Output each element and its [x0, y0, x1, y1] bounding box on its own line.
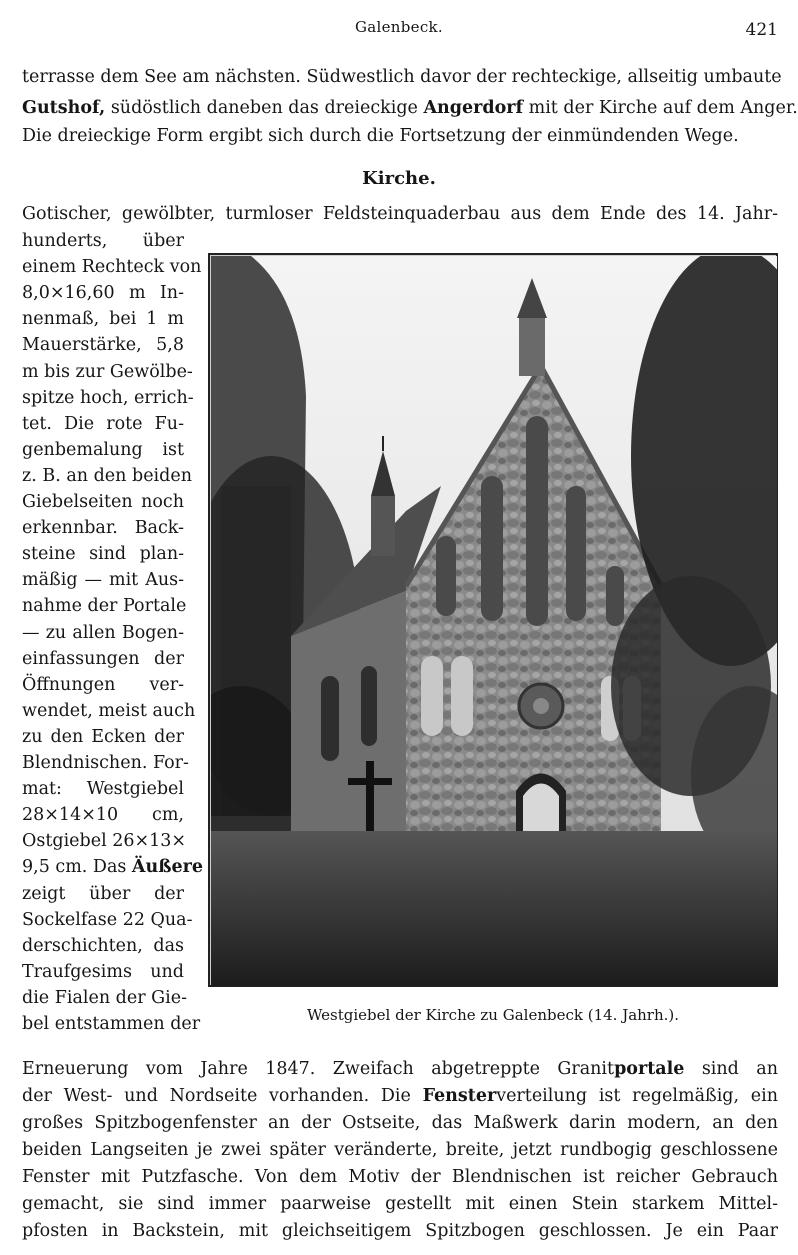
body-full-line-6: gemacht, sie sind immer paarweise gestellt mit einen Stein starkem Mittel-	[22, 1194, 778, 1214]
body-narrow-line: zu den Ecken der	[22, 726, 184, 747]
body-narrow-line: 8,0×16,60 m In-	[22, 283, 184, 304]
body-narrow-line: Blendnischen. For-	[22, 753, 189, 773]
body-narrow-line: einem Rechteck von	[22, 257, 202, 278]
intro-line-3: Die dreieckige Form ergibt sich durch die Fortsetzung der einmündenden Wege.	[22, 126, 739, 146]
page-number: 421	[745, 20, 778, 40]
body-narrow-line: erkennbar. Back-	[22, 518, 184, 539]
intro-line-2: Gutshof, südöstlich daneben das dreieckige Angerdorf mit der Kirche auf dem Anger.	[22, 98, 798, 118]
churchyard-ground	[211, 831, 777, 986]
body-narrow-line: Mauerstärke, 5,8	[22, 335, 184, 356]
body-narrow-line: Giebelseiten noch	[22, 492, 184, 512]
body-narrow-line: z. B. an den beiden	[22, 465, 192, 486]
body-full-line-3: großes Spitzbogenfenster an der Ostseite, das Maßwerk darin modern, an den	[22, 1113, 778, 1133]
body-full-line-5: Fenster mit Putzfasche. Von dem Motiv der Blendnischen ist reicher Gebrauch	[22, 1167, 778, 1187]
body-narrow-line: — zu allen Bogen-	[22, 622, 184, 643]
body-narrow-line: hunderts, über	[22, 231, 184, 251]
term-angerdorf: Angerdorf	[423, 98, 524, 118]
body-full-line-4: beiden Langseiten je zwei später veränderte, breite, jetzt rundbogig geschlossene	[22, 1140, 778, 1160]
body-narrow-line: mat: Westgiebel	[22, 779, 184, 800]
body-narrow-line: m bis zur Gewölbe-	[22, 361, 193, 382]
body-narrow-line: genbemalung ist	[22, 439, 184, 460]
body-narrow-line: nenmaß, bei 1 m	[22, 309, 184, 330]
body-narrow-line: Traufgesims und	[22, 961, 184, 982]
section-heading: Kirche.	[362, 168, 436, 189]
running-title: Galenbeck.	[355, 18, 443, 36]
running-head	[0, 16, 798, 40]
figure-caption: Westgiebel der Kirche zu Galenbeck (14. Jahrh.).	[306, 1006, 680, 1024]
body-narrow-line: wendet, meist auch	[22, 700, 196, 721]
body-full-line-1: Erneuerung vom Jahre 1847. Zweifach abgetreppte Granitportale sind an	[22, 1059, 778, 1079]
body-first-line: Gotischer, gewölbter, turmloser Feldsteinquaderbau aus dem Ende des 14. Jahr-	[22, 204, 778, 224]
body-full-line-7: pfosten in Backstein, mit gleichseitigem Spitzbogen geschlossen. Je ein Paar	[22, 1221, 778, 1241]
body-narrow-line: tet. Die rote Fu-	[22, 413, 184, 434]
body-narrow-line: 9,5 cm. Das Äußere	[22, 857, 204, 878]
church-photograph	[208, 253, 778, 987]
body-narrow-line: Sockelfase 22 Qua-	[22, 909, 193, 930]
body-narrow-line: mäßig — mit Aus-	[22, 570, 184, 591]
body-narrow-line: nahme der Portale	[22, 596, 187, 617]
body-narrow-line: die Fialen der Gie-	[22, 987, 188, 1008]
term-gutshof: Gutshof,	[22, 98, 106, 118]
body-narrow-line: einfassungen der	[22, 648, 184, 669]
church-west-gable-illustration	[211, 256, 777, 986]
term-portale: portale	[614, 1059, 685, 1079]
body-narrow-line: bel entstammen der	[22, 1014, 201, 1034]
term-fenster: Fenster	[422, 1086, 497, 1106]
body-narrow-line: spitze hoch, errich-	[22, 387, 194, 408]
intro-line-1: terrasse dem See am nächsten. Südwestlich davor der rechteckige, allseitig umbaute	[22, 67, 782, 87]
term-aussere: Äußere	[131, 857, 204, 878]
body-narrow-line: Öffnungen ver-	[22, 674, 184, 695]
body-narrow-line: zeigt über der	[22, 883, 184, 904]
body-narrow-line: steine sind plan-	[22, 544, 184, 565]
body-narrow-line: derschichten, das	[22, 935, 184, 956]
body-narrow-line: Ostgiebel 26×13×	[22, 831, 187, 852]
body-narrow-line: 28×14×10 cm,	[22, 805, 184, 826]
body-full-line-2: der West- und Nordseite vorhanden. Die Fensterverteilung ist regelmäßig, ein	[22, 1086, 778, 1106]
